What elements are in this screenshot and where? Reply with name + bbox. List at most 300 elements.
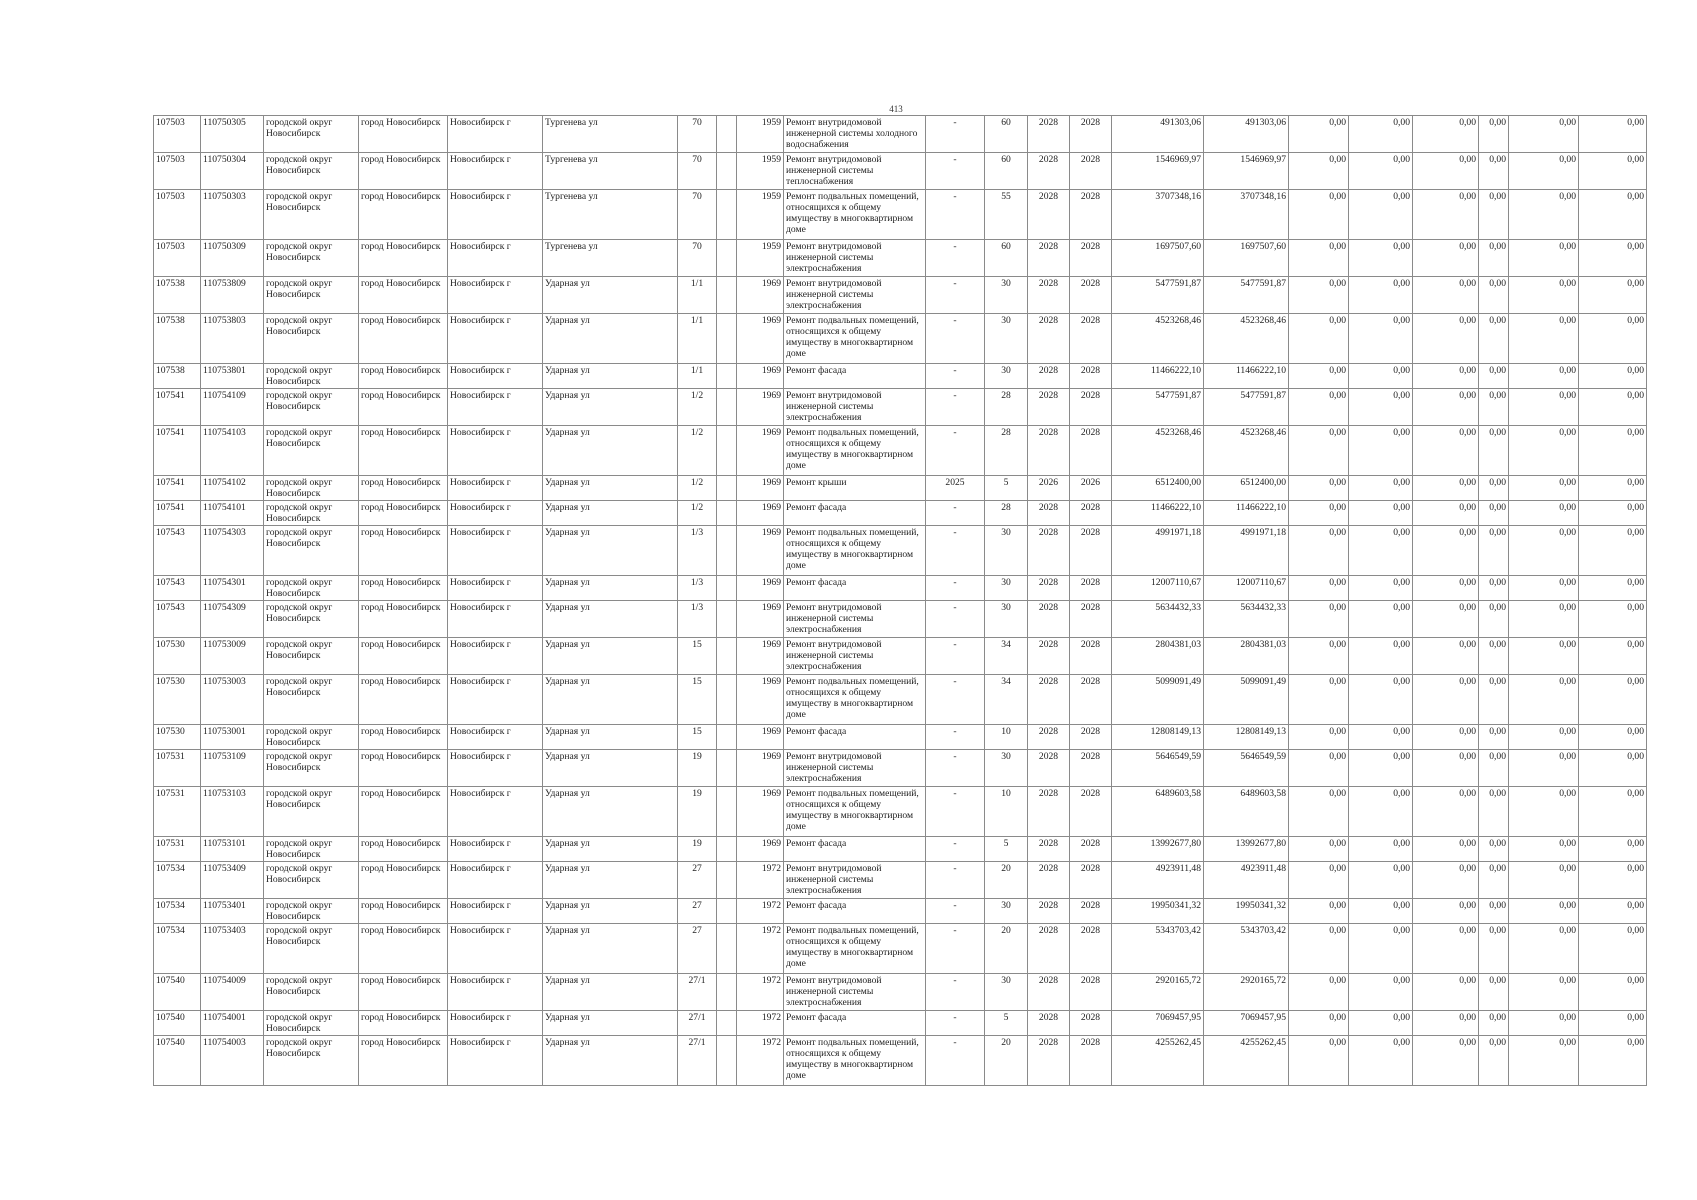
cell-cost-1: 0,00 bbox=[1289, 1036, 1349, 1086]
cell-cost-5: 0,00 bbox=[1509, 924, 1579, 974]
cell-city: город Новосибирск bbox=[359, 426, 448, 476]
cell-building-letter bbox=[717, 638, 737, 675]
cell-cost-4: 0,00 bbox=[1479, 389, 1509, 426]
cell-build-year: 1972 bbox=[737, 1011, 784, 1036]
table-row bbox=[154, 787, 1647, 837]
cell-cost-5: 0,00 bbox=[1509, 750, 1579, 787]
cell-locality: Новосибирск г bbox=[448, 240, 543, 277]
cell-city: город Новосибирск bbox=[359, 899, 448, 924]
cell-work-type: Ремонт подвальных помещений, относящихся к общему имуществу в многоквартирном доме bbox=[784, 1036, 926, 1086]
cell-plan-year-to: 2028 bbox=[1070, 1036, 1112, 1086]
cell-building-letter bbox=[717, 190, 737, 240]
cell-cost-2: 0,00 bbox=[1349, 190, 1413, 240]
cell-cost-fund: 5646549,59 bbox=[1204, 750, 1289, 787]
cell-locality: Новосибирск г bbox=[448, 725, 543, 750]
cell-plan-year-to: 2028 bbox=[1070, 277, 1112, 314]
cell-build-year: 1969 bbox=[737, 277, 784, 314]
cell-work-code: 110753801 bbox=[201, 364, 264, 389]
cell-cost-total: 6512400,00 bbox=[1112, 476, 1204, 501]
cell-house-id: 107541 bbox=[154, 389, 201, 426]
cell-cost-fund: 6512400,00 bbox=[1204, 476, 1289, 501]
cell-cost-total: 12808149,13 bbox=[1112, 725, 1204, 750]
cell-city: город Новосибирск bbox=[359, 1011, 448, 1036]
cell-cost-5: 0,00 bbox=[1509, 364, 1579, 389]
page-number: 413 bbox=[889, 104, 903, 114]
cell-cost-fund: 7069457,95 bbox=[1204, 1011, 1289, 1036]
cell-cost-5: 0,00 bbox=[1509, 153, 1579, 190]
cell-district: городской округ Новосибирск bbox=[264, 240, 359, 277]
cell-house-number: 70 bbox=[678, 240, 717, 277]
cell-cost-fund: 4255262,45 bbox=[1204, 1036, 1289, 1086]
cell-building-letter bbox=[717, 426, 737, 476]
cell-cost-total: 6489603,58 bbox=[1112, 787, 1204, 837]
cell-wear-percent: 30 bbox=[985, 277, 1028, 314]
cell-cost-fund: 11466222,10 bbox=[1204, 501, 1289, 526]
cell-house-number: 27 bbox=[678, 899, 717, 924]
cell-work-code: 110753803 bbox=[201, 314, 264, 364]
cell-cost-5: 0,00 bbox=[1509, 601, 1579, 638]
cell-locality: Новосибирск г bbox=[448, 787, 543, 837]
cell-cost-total: 5343703,42 bbox=[1112, 924, 1204, 974]
cell-plan-year-to: 2028 bbox=[1070, 240, 1112, 277]
cell-plan-year-to: 2028 bbox=[1070, 190, 1112, 240]
cell-cost-total: 11466222,10 bbox=[1112, 501, 1204, 526]
cell-city: город Новосибирск bbox=[359, 1036, 448, 1086]
cell-house-id: 107543 bbox=[154, 576, 201, 601]
cell-wear-percent: 34 bbox=[985, 638, 1028, 675]
cell-house-id: 107543 bbox=[154, 601, 201, 638]
cell-cost-5: 0,00 bbox=[1509, 314, 1579, 364]
table-row bbox=[154, 899, 1647, 924]
cell-house-id: 107530 bbox=[154, 638, 201, 675]
cell-house-id: 107534 bbox=[154, 862, 201, 899]
table-row bbox=[154, 837, 1647, 862]
cell-plan-year-to: 2028 bbox=[1070, 526, 1112, 576]
cell-city: город Новосибирск bbox=[359, 675, 448, 725]
cell-city: город Новосибирск bbox=[359, 190, 448, 240]
cell-build-year: 1969 bbox=[737, 787, 784, 837]
cell-street: Ударная ул bbox=[543, 974, 678, 1011]
cell-plan-year-to: 2028 bbox=[1070, 899, 1112, 924]
cell-plan-year-to: 2028 bbox=[1070, 601, 1112, 638]
cell-cost-3: 0,00 bbox=[1413, 725, 1479, 750]
cell-cost-2: 0,00 bbox=[1349, 501, 1413, 526]
cell-plan-year-from: 2028 bbox=[1028, 974, 1070, 1011]
cell-street: Ударная ул bbox=[543, 364, 678, 389]
cell-wear-percent: 30 bbox=[985, 974, 1028, 1011]
cell-city: город Новосибирск bbox=[359, 153, 448, 190]
cell-cost-total: 4523268,46 bbox=[1112, 314, 1204, 364]
cell-last-repair-year: - bbox=[926, 837, 985, 862]
cell-district: городской округ Новосибирск bbox=[264, 426, 359, 476]
cell-cost-6: 0,00 bbox=[1579, 389, 1647, 426]
cell-plan-year-from: 2028 bbox=[1028, 314, 1070, 364]
cell-work-type: Ремонт фасада bbox=[784, 364, 926, 389]
cell-cost-6: 0,00 bbox=[1579, 837, 1647, 862]
table-row bbox=[154, 974, 1647, 1011]
cell-wear-percent: 10 bbox=[985, 787, 1028, 837]
cell-cost-4: 0,00 bbox=[1479, 725, 1509, 750]
cell-cost-total: 5646549,59 bbox=[1112, 750, 1204, 787]
cell-plan-year-from: 2028 bbox=[1028, 576, 1070, 601]
cell-locality: Новосибирск г bbox=[448, 116, 543, 153]
cell-district: городской округ Новосибирск bbox=[264, 601, 359, 638]
cell-house-number: 27 bbox=[678, 924, 717, 974]
cell-street: Тургенева ул bbox=[543, 190, 678, 240]
cell-last-repair-year: - bbox=[926, 526, 985, 576]
cell-plan-year-from: 2028 bbox=[1028, 526, 1070, 576]
cell-cost-6: 0,00 bbox=[1579, 526, 1647, 576]
cell-cost-1: 0,00 bbox=[1289, 675, 1349, 725]
cell-cost-5: 0,00 bbox=[1509, 899, 1579, 924]
cell-wear-percent: 28 bbox=[985, 426, 1028, 476]
cell-build-year: 1969 bbox=[737, 526, 784, 576]
cell-house-number: 1/1 bbox=[678, 277, 717, 314]
cell-cost-4: 0,00 bbox=[1479, 787, 1509, 837]
cell-house-id: 107531 bbox=[154, 787, 201, 837]
cell-cost-total: 12007110,67 bbox=[1112, 576, 1204, 601]
cell-city: город Новосибирск bbox=[359, 240, 448, 277]
cell-wear-percent: 20 bbox=[985, 924, 1028, 974]
cell-cost-5: 0,00 bbox=[1509, 501, 1579, 526]
cell-district: городской округ Новосибирск bbox=[264, 787, 359, 837]
cell-street: Ударная ул bbox=[543, 837, 678, 862]
cell-cost-2: 0,00 bbox=[1349, 974, 1413, 1011]
cell-cost-3: 0,00 bbox=[1413, 638, 1479, 675]
cell-wear-percent: 5 bbox=[985, 476, 1028, 501]
cell-house-number: 70 bbox=[678, 190, 717, 240]
cell-house-id: 107538 bbox=[154, 277, 201, 314]
cell-cost-4: 0,00 bbox=[1479, 638, 1509, 675]
cell-cost-4: 0,00 bbox=[1479, 526, 1509, 576]
cell-plan-year-from: 2028 bbox=[1028, 116, 1070, 153]
cell-cost-fund: 12808149,13 bbox=[1204, 725, 1289, 750]
cell-plan-year-to: 2028 bbox=[1070, 116, 1112, 153]
cell-plan-year-from: 2028 bbox=[1028, 277, 1070, 314]
cell-cost-1: 0,00 bbox=[1289, 277, 1349, 314]
cell-locality: Новосибирск г bbox=[448, 389, 543, 426]
cell-cost-1: 0,00 bbox=[1289, 364, 1349, 389]
cell-last-repair-year: - bbox=[926, 240, 985, 277]
cell-cost-fund: 5634432,33 bbox=[1204, 601, 1289, 638]
cell-work-type: Ремонт внутридомовой инженерной системы электроснабжения bbox=[784, 638, 926, 675]
cell-street: Ударная ул bbox=[543, 725, 678, 750]
cell-build-year: 1972 bbox=[737, 974, 784, 1011]
cell-cost-3: 0,00 bbox=[1413, 153, 1479, 190]
cell-cost-6: 0,00 bbox=[1579, 190, 1647, 240]
cell-house-number: 27/1 bbox=[678, 1011, 717, 1036]
cell-plan-year-from: 2028 bbox=[1028, 750, 1070, 787]
cell-cost-total: 5477591,87 bbox=[1112, 389, 1204, 426]
cell-cost-3: 0,00 bbox=[1413, 675, 1479, 725]
cell-building-letter bbox=[717, 837, 737, 862]
cell-cost-4: 0,00 bbox=[1479, 476, 1509, 501]
cell-house-id: 107541 bbox=[154, 426, 201, 476]
cell-building-letter bbox=[717, 899, 737, 924]
cell-cost-total: 1546969,97 bbox=[1112, 153, 1204, 190]
cell-house-number: 1/2 bbox=[678, 389, 717, 426]
cell-cost-total: 1697507,60 bbox=[1112, 240, 1204, 277]
cell-work-code: 110753409 bbox=[201, 862, 264, 899]
cell-last-repair-year: - bbox=[926, 364, 985, 389]
cell-district: городской округ Новосибирск bbox=[264, 750, 359, 787]
cell-last-repair-year: - bbox=[926, 116, 985, 153]
cell-city: город Новосибирск bbox=[359, 277, 448, 314]
cell-cost-3: 0,00 bbox=[1413, 314, 1479, 364]
cell-cost-5: 0,00 bbox=[1509, 576, 1579, 601]
cell-cost-3: 0,00 bbox=[1413, 476, 1479, 501]
cell-cost-3: 0,00 bbox=[1413, 526, 1479, 576]
table-row bbox=[154, 725, 1647, 750]
table-row bbox=[154, 924, 1647, 974]
table-row bbox=[154, 501, 1647, 526]
cell-building-letter bbox=[717, 277, 737, 314]
cell-cost-total: 2920165,72 bbox=[1112, 974, 1204, 1011]
cell-cost-total: 7069457,95 bbox=[1112, 1011, 1204, 1036]
cell-cost-4: 0,00 bbox=[1479, 116, 1509, 153]
cell-wear-percent: 28 bbox=[985, 501, 1028, 526]
cell-building-letter bbox=[717, 526, 737, 576]
table-row bbox=[154, 601, 1647, 638]
cell-work-type: Ремонт фасада bbox=[784, 725, 926, 750]
cell-wear-percent: 30 bbox=[985, 314, 1028, 364]
cell-city: город Новосибирск bbox=[359, 364, 448, 389]
table-row bbox=[154, 153, 1647, 190]
cell-last-repair-year: - bbox=[926, 974, 985, 1011]
cell-plan-year-to: 2028 bbox=[1070, 364, 1112, 389]
cell-cost-3: 0,00 bbox=[1413, 924, 1479, 974]
cell-last-repair-year: - bbox=[926, 190, 985, 240]
cell-cost-1: 0,00 bbox=[1289, 526, 1349, 576]
cell-last-repair-year: - bbox=[926, 787, 985, 837]
cell-cost-2: 0,00 bbox=[1349, 638, 1413, 675]
cell-wear-percent: 60 bbox=[985, 153, 1028, 190]
cell-house-number: 27/1 bbox=[678, 974, 717, 1011]
cell-district: городской округ Новосибирск bbox=[264, 314, 359, 364]
cell-cost-3: 0,00 bbox=[1413, 601, 1479, 638]
cell-cost-1: 0,00 bbox=[1289, 153, 1349, 190]
cell-building-letter bbox=[717, 675, 737, 725]
cell-plan-year-to: 2028 bbox=[1070, 576, 1112, 601]
cell-cost-6: 0,00 bbox=[1579, 426, 1647, 476]
cell-house-id: 107540 bbox=[154, 974, 201, 1011]
cell-cost-5: 0,00 bbox=[1509, 638, 1579, 675]
cell-wear-percent: 28 bbox=[985, 389, 1028, 426]
cell-district: городской округ Новосибирск bbox=[264, 924, 359, 974]
cell-house-id: 107503 bbox=[154, 153, 201, 190]
cell-plan-year-to: 2026 bbox=[1070, 476, 1112, 501]
cell-last-repair-year: - bbox=[926, 899, 985, 924]
cell-cost-3: 0,00 bbox=[1413, 116, 1479, 153]
cell-cost-total: 11466222,10 bbox=[1112, 364, 1204, 389]
cell-building-letter bbox=[717, 389, 737, 426]
cell-house-id: 107503 bbox=[154, 190, 201, 240]
cell-cost-1: 0,00 bbox=[1289, 638, 1349, 675]
cell-last-repair-year: - bbox=[926, 153, 985, 190]
cell-locality: Новосибирск г bbox=[448, 277, 543, 314]
cell-locality: Новосибирск г bbox=[448, 924, 543, 974]
cell-street: Ударная ул bbox=[543, 426, 678, 476]
cell-last-repair-year: - bbox=[926, 601, 985, 638]
cell-cost-5: 0,00 bbox=[1509, 862, 1579, 899]
table-row bbox=[154, 240, 1647, 277]
cell-last-repair-year: - bbox=[926, 862, 985, 899]
cell-cost-6: 0,00 bbox=[1579, 725, 1647, 750]
cell-cost-2: 0,00 bbox=[1349, 240, 1413, 277]
cell-work-type: Ремонт подвальных помещений, относящихся к общему имуществу в многоквартирном доме bbox=[784, 526, 926, 576]
cell-building-letter bbox=[717, 153, 737, 190]
cell-building-letter bbox=[717, 725, 737, 750]
cell-street: Ударная ул bbox=[543, 899, 678, 924]
cell-cost-fund: 2920165,72 bbox=[1204, 974, 1289, 1011]
cell-city: город Новосибирск bbox=[359, 787, 448, 837]
cell-cost-6: 0,00 bbox=[1579, 974, 1647, 1011]
cell-district: городской округ Новосибирск bbox=[264, 389, 359, 426]
cell-work-code: 110754003 bbox=[201, 1036, 264, 1086]
table-row bbox=[154, 675, 1647, 725]
cell-cost-6: 0,00 bbox=[1579, 476, 1647, 501]
cell-last-repair-year: - bbox=[926, 924, 985, 974]
cell-work-type: Ремонт внутридомовой инженерной системы теплоснабжения bbox=[784, 153, 926, 190]
cell-work-code: 110754109 bbox=[201, 389, 264, 426]
cell-house-number: 19 bbox=[678, 787, 717, 837]
cell-cost-6: 0,00 bbox=[1579, 675, 1647, 725]
cell-cost-total: 3707348,16 bbox=[1112, 190, 1204, 240]
cell-locality: Новосибирск г bbox=[448, 314, 543, 364]
cell-cost-3: 0,00 bbox=[1413, 1036, 1479, 1086]
cell-work-code: 110753109 bbox=[201, 750, 264, 787]
cell-locality: Новосибирск г bbox=[448, 426, 543, 476]
cell-cost-6: 0,00 bbox=[1579, 750, 1647, 787]
cell-plan-year-to: 2028 bbox=[1070, 837, 1112, 862]
cell-cost-total: 4923911,48 bbox=[1112, 862, 1204, 899]
cell-district: городской округ Новосибирск bbox=[264, 116, 359, 153]
cell-house-id: 107541 bbox=[154, 501, 201, 526]
cell-plan-year-to: 2028 bbox=[1070, 862, 1112, 899]
cell-plan-year-to: 2028 bbox=[1070, 501, 1112, 526]
cell-city: город Новосибирск bbox=[359, 116, 448, 153]
cell-city: город Новосибирск bbox=[359, 576, 448, 601]
cell-work-type: Ремонт внутридомовой инженерной системы холодного водоснабжения bbox=[784, 116, 926, 153]
cell-cost-5: 0,00 bbox=[1509, 787, 1579, 837]
cell-work-code: 110754303 bbox=[201, 526, 264, 576]
cell-cost-3: 0,00 bbox=[1413, 426, 1479, 476]
table-row bbox=[154, 576, 1647, 601]
cell-city: город Новосибирск bbox=[359, 526, 448, 576]
cell-cost-6: 0,00 bbox=[1579, 314, 1647, 364]
cell-house-id: 107531 bbox=[154, 837, 201, 862]
cell-cost-4: 0,00 bbox=[1479, 924, 1509, 974]
cell-cost-4: 0,00 bbox=[1479, 240, 1509, 277]
cell-cost-total: 491303,06 bbox=[1112, 116, 1204, 153]
cell-cost-3: 0,00 bbox=[1413, 1011, 1479, 1036]
cell-build-year: 1969 bbox=[737, 576, 784, 601]
cell-street: Ударная ул bbox=[543, 862, 678, 899]
cell-locality: Новосибирск г bbox=[448, 526, 543, 576]
cell-building-letter bbox=[717, 1011, 737, 1036]
cell-cost-3: 0,00 bbox=[1413, 974, 1479, 1011]
cell-locality: Новосибирск г bbox=[448, 750, 543, 787]
cell-cost-5: 0,00 bbox=[1509, 190, 1579, 240]
cell-house-number: 1/1 bbox=[678, 314, 717, 364]
cell-cost-3: 0,00 bbox=[1413, 364, 1479, 389]
cell-cost-1: 0,00 bbox=[1289, 476, 1349, 501]
cell-building-letter bbox=[717, 501, 737, 526]
cell-house-id: 107538 bbox=[154, 314, 201, 364]
cell-plan-year-to: 2028 bbox=[1070, 389, 1112, 426]
cell-build-year: 1969 bbox=[737, 638, 784, 675]
cell-cost-1: 0,00 bbox=[1289, 837, 1349, 862]
cell-cost-4: 0,00 bbox=[1479, 601, 1509, 638]
cell-cost-fund: 3707348,16 bbox=[1204, 190, 1289, 240]
cell-building-letter bbox=[717, 240, 737, 277]
cell-district: городской округ Новосибирск bbox=[264, 899, 359, 924]
cell-last-repair-year: 2025 bbox=[926, 476, 985, 501]
cell-cost-total: 4991971,18 bbox=[1112, 526, 1204, 576]
cell-building-letter bbox=[717, 601, 737, 638]
cell-cost-6: 0,00 bbox=[1579, 116, 1647, 153]
cell-build-year: 1969 bbox=[737, 501, 784, 526]
cell-district: городской округ Новосибирск bbox=[264, 526, 359, 576]
cell-city: город Новосибирск bbox=[359, 862, 448, 899]
cell-cost-fund: 13992677,80 bbox=[1204, 837, 1289, 862]
cell-street: Ударная ул bbox=[543, 526, 678, 576]
cell-plan-year-from: 2028 bbox=[1028, 601, 1070, 638]
cell-building-letter bbox=[717, 576, 737, 601]
cell-work-code: 110750304 bbox=[201, 153, 264, 190]
cell-building-letter bbox=[717, 116, 737, 153]
cell-cost-3: 0,00 bbox=[1413, 862, 1479, 899]
cell-cost-4: 0,00 bbox=[1479, 1011, 1509, 1036]
cell-work-type: Ремонт внутридомовой инженерной системы электроснабжения bbox=[784, 974, 926, 1011]
cell-street: Ударная ул bbox=[543, 314, 678, 364]
cell-cost-fund: 11466222,10 bbox=[1204, 364, 1289, 389]
cell-build-year: 1972 bbox=[737, 924, 784, 974]
cell-wear-percent: 60 bbox=[985, 116, 1028, 153]
cell-plan-year-to: 2028 bbox=[1070, 924, 1112, 974]
cell-cost-total: 5634432,33 bbox=[1112, 601, 1204, 638]
cell-cost-5: 0,00 bbox=[1509, 116, 1579, 153]
cell-cost-1: 0,00 bbox=[1289, 240, 1349, 277]
cell-cost-fund: 2804381,03 bbox=[1204, 638, 1289, 675]
cell-plan-year-to: 2028 bbox=[1070, 750, 1112, 787]
cell-cost-1: 0,00 bbox=[1289, 389, 1349, 426]
cell-district: городской округ Новосибирск bbox=[264, 1011, 359, 1036]
cell-city: город Новосибирск bbox=[359, 476, 448, 501]
cell-cost-2: 0,00 bbox=[1349, 476, 1413, 501]
cell-plan-year-from: 2028 bbox=[1028, 1011, 1070, 1036]
cell-cost-4: 0,00 bbox=[1479, 153, 1509, 190]
cell-district: городской округ Новосибирск bbox=[264, 364, 359, 389]
cell-work-type: Ремонт внутридомовой инженерной системы электроснабжения bbox=[784, 389, 926, 426]
table-row bbox=[154, 1036, 1647, 1086]
table-row bbox=[154, 1011, 1647, 1036]
cell-cost-6: 0,00 bbox=[1579, 153, 1647, 190]
cell-wear-percent: 30 bbox=[985, 601, 1028, 638]
cell-work-code: 110750309 bbox=[201, 240, 264, 277]
cell-house-number: 70 bbox=[678, 116, 717, 153]
cell-cost-6: 0,00 bbox=[1579, 240, 1647, 277]
cell-plan-year-from: 2028 bbox=[1028, 899, 1070, 924]
cell-cost-fund: 6489603,58 bbox=[1204, 787, 1289, 837]
cell-plan-year-from: 2028 bbox=[1028, 240, 1070, 277]
cell-street: Ударная ул bbox=[543, 675, 678, 725]
cell-cost-total: 5099091,49 bbox=[1112, 675, 1204, 725]
cell-cost-6: 0,00 bbox=[1579, 638, 1647, 675]
cell-house-number: 1/3 bbox=[678, 601, 717, 638]
cell-plan-year-from: 2028 bbox=[1028, 190, 1070, 240]
cell-work-type: Ремонт внутридомовой инженерной системы электроснабжения bbox=[784, 277, 926, 314]
